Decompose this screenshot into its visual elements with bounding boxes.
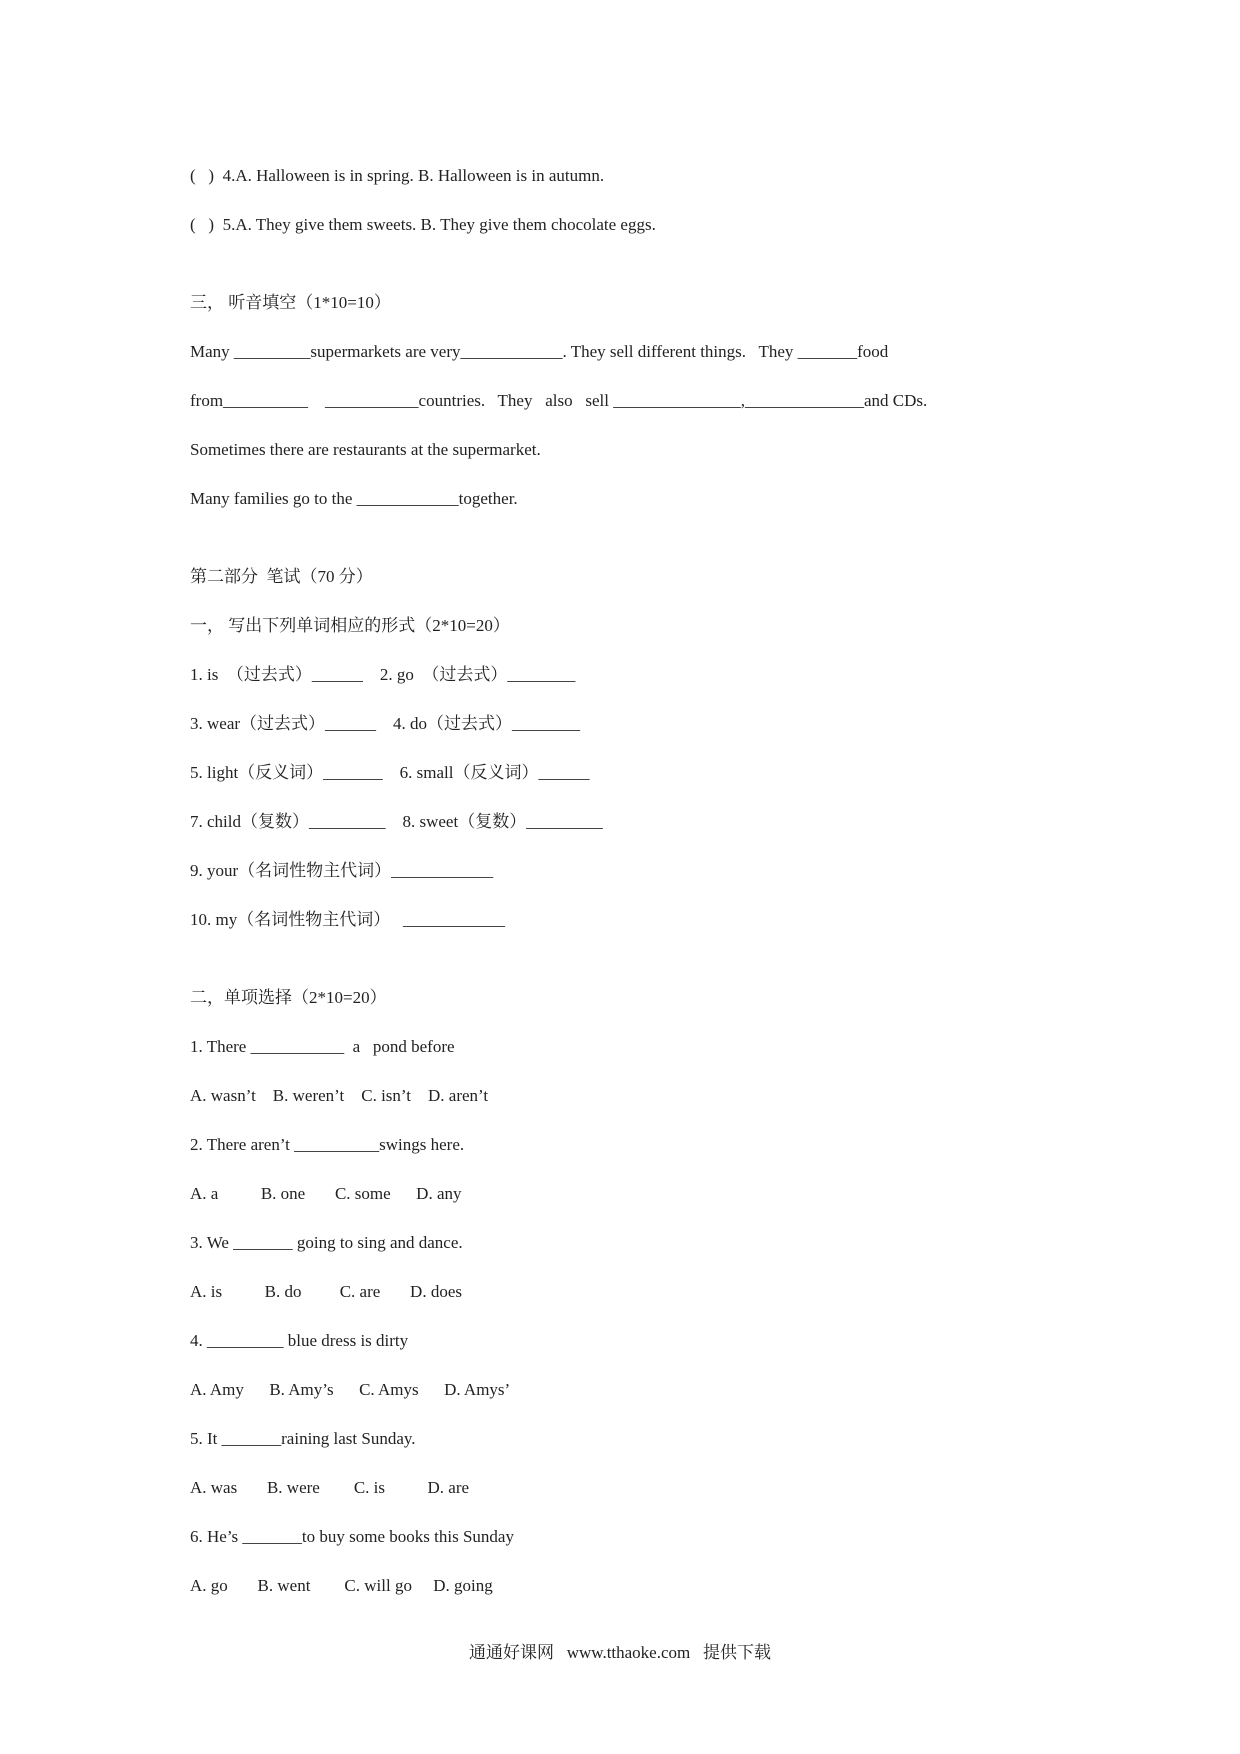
written2-line-9: 5. It _______raining last Sunday. [190,1429,416,1448]
written1-line-1: 1. is （过去式）______ 2. go （过去式）________ [190,665,576,684]
written1-line-5: 9. your（名词性物主代词）____________ [190,861,494,880]
written2-line-6: A. is B. do C. are D. does [190,1282,462,1301]
written1-line-6: 10. my（名词性物主代词） ____________ [190,910,505,929]
written1-title: 一， 写出下列单词相应的形式（2*10=20） [190,616,510,635]
section3-title: 三， 听音填空（1*10=10） [190,293,391,312]
part2-title: 第二部分 笔试（70 分） [190,567,373,586]
written2-line-3: 2. There aren’t __________swings here. [190,1135,465,1154]
listening-item-5: ( ) 5.A. They give them sweets. B. They give them chocolate eggs. [190,215,656,234]
section3-line-1: Many _________supermarkets are very____________. They sell different things. They _______food [190,342,889,361]
section3-line-4: Many families go to the ____________together. [190,489,518,508]
written2-line-7: 4. _________ blue dress is dirty [190,1331,409,1350]
written2-line-1: 1. There ___________ a pond before [190,1037,455,1056]
written2-title: 二，单项选择（2*10=20） [190,988,387,1007]
written1-line-4: 7. child（复数）_________ 8. sweet（复数）_________ [190,812,603,831]
written2-line-5: 3. We _______ going to sing and dance. [190,1233,463,1252]
listening-item-4: ( ) 4.A. Halloween is in spring. B. Halloween is in autumn. [190,166,605,185]
written2-line-4: A. a B. one C. some D. any [190,1184,462,1203]
written2-line-2: A. wasn’t B. weren’t C. isn’t D. aren’t [190,1086,489,1105]
written1-line-2: 3. wear（过去式）______ 4. do（过去式）________ [190,714,581,733]
written2-line-10: A. was B. were C. is D. are [190,1478,470,1497]
section3-line-2: from__________ ___________countries. They also sell _______________,______________and CDs. [190,391,928,410]
written2-line-12: A. go B. went C. will go D. going [190,1576,493,1595]
written2-line-8: A. Amy B. Amy’s C. Amys D. Amys’ [190,1380,511,1399]
written1-line-3: 5. light（反义词）_______ 6. small（反义词）______ [190,763,590,782]
page-footer: 通通好课网 www.tthaoke.com 提供下载 [468,1643,772,1662]
section3-line-3: Sometimes there are restaurants at the supermarket. [190,440,541,459]
written2-line-11: 6. He’s _______to buy some books this Sunday [190,1527,514,1546]
